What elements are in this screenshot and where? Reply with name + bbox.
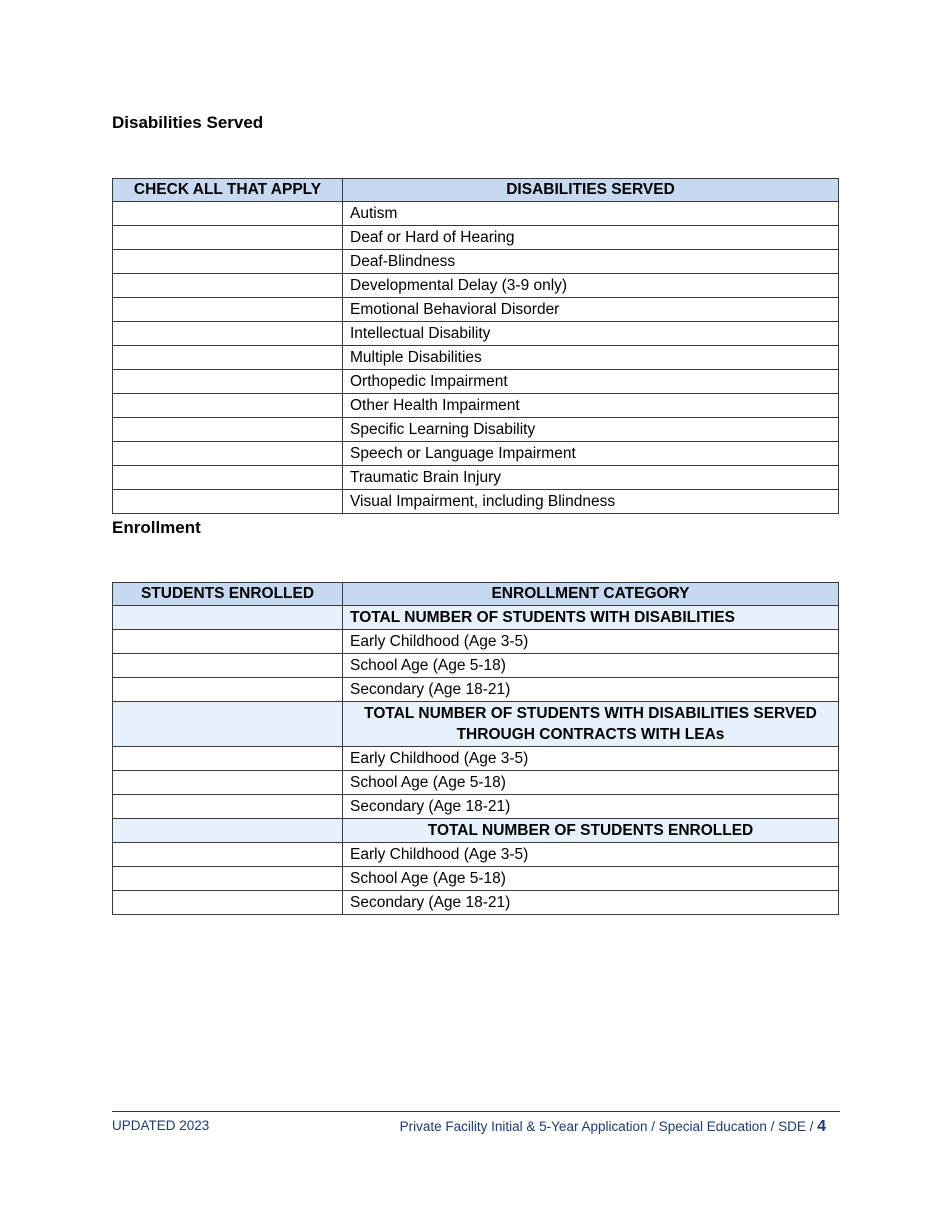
table-row: [113, 322, 839, 346]
table-row: [113, 250, 839, 274]
enrollment-category-label: Secondary (Age 18-21): [343, 795, 839, 819]
enrollment-category-label: School Age (Age 5-18): [343, 654, 839, 678]
enrollment-category-label: Secondary (Age 18-21): [343, 678, 839, 702]
students-enrolled-cell[interactable]: [113, 819, 343, 843]
footer-updated-text: UPDATED 2023: [112, 1118, 210, 1133]
table-row: [113, 747, 839, 771]
total-row: [113, 702, 839, 747]
enrollment-category-label: Early Childhood (Age 3-5): [343, 843, 839, 867]
enrollment-section-title: Enrollment: [112, 518, 201, 537]
check-cell[interactable]: [113, 250, 343, 274]
disability-label: Speech or Language Impairment: [343, 442, 839, 466]
table-header-row: [113, 179, 839, 202]
disability-label: Autism: [343, 202, 839, 226]
disability-label: Traumatic Brain Injury: [343, 466, 839, 490]
disability-label: Intellectual Disability: [343, 322, 839, 346]
check-cell[interactable]: [113, 490, 343, 514]
table-row: [113, 891, 839, 915]
students-enrolled-cell[interactable]: [113, 747, 343, 771]
check-cell[interactable]: [113, 202, 343, 226]
table-row: [113, 678, 839, 702]
enrollment-category-label: School Age (Age 5-18): [343, 771, 839, 795]
check-cell[interactable]: [113, 466, 343, 490]
disability-label: Visual Impairment, including Blindness: [343, 490, 839, 514]
enrollment-table: [112, 582, 839, 915]
check-all-header: CHECK ALL THAT APPLY: [113, 179, 343, 202]
table-row: [113, 274, 839, 298]
students-enrolled-cell[interactable]: [113, 654, 343, 678]
total-row: [113, 606, 839, 630]
total-row: [113, 819, 839, 843]
check-cell[interactable]: [113, 274, 343, 298]
enrollment-total-label: TOTAL NUMBER OF STUDENTS WITH DISABILITIES SERVED THROUGH CONTRACTS WITH LEAs: [343, 702, 839, 747]
enrollment-category-label: Secondary (Age 18-21): [343, 891, 839, 915]
check-cell[interactable]: [113, 442, 343, 466]
students-enrolled-cell[interactable]: [113, 702, 343, 747]
disability-label: Emotional Behavioral Disorder: [343, 298, 839, 322]
disability-label: Deaf or Hard of Hearing: [343, 226, 839, 250]
table-row: [113, 630, 839, 654]
enrollment-category-header: ENROLLMENT CATEGORY: [343, 583, 839, 606]
enrollment-total-label: TOTAL NUMBER OF STUDENTS WITH DISABILITIES: [343, 606, 839, 630]
enrollment-category-label: Early Childhood (Age 3-5): [343, 630, 839, 654]
footer-document-title: Private Facility Initial & 5-Year Application / Special Education / SDE /: [399, 1119, 818, 1134]
table-row: [113, 466, 839, 490]
students-enrolled-header: STUDENTS ENROLLED: [113, 583, 343, 606]
table-row: [113, 370, 839, 394]
students-enrolled-cell[interactable]: [113, 891, 343, 915]
check-cell[interactable]: [113, 226, 343, 250]
students-enrolled-cell[interactable]: [113, 678, 343, 702]
disability-label: Other Health Impairment: [343, 394, 839, 418]
students-enrolled-cell[interactable]: [113, 867, 343, 891]
page-number: 4: [817, 1118, 826, 1135]
check-cell[interactable]: [113, 418, 343, 442]
students-enrolled-cell[interactable]: [113, 606, 343, 630]
enrollment-category-label: School Age (Age 5-18): [343, 867, 839, 891]
disability-label: Deaf-Blindness: [343, 250, 839, 274]
disabilities-table: [112, 178, 839, 514]
check-cell[interactable]: [113, 322, 343, 346]
enrollment-total-label: TOTAL NUMBER OF STUDENTS ENROLLED: [343, 819, 839, 843]
check-cell[interactable]: [113, 298, 343, 322]
footer-divider: [112, 1111, 840, 1112]
disability-label: Developmental Delay (3-9 only): [343, 274, 839, 298]
check-cell[interactable]: [113, 346, 343, 370]
enrollment-category-label: Early Childhood (Age 3-5): [343, 747, 839, 771]
table-row: [113, 795, 839, 819]
table-row: [113, 843, 839, 867]
disability-label: Specific Learning Disability: [343, 418, 839, 442]
table-row: [113, 346, 839, 370]
students-enrolled-cell[interactable]: [113, 771, 343, 795]
table-row: [113, 654, 839, 678]
table-header-row: [113, 583, 839, 606]
table-row: [113, 418, 839, 442]
table-row: [113, 867, 839, 891]
footer-document-info: [400, 1118, 826, 1136]
students-enrolled-cell[interactable]: [113, 795, 343, 819]
disabilities-served-header: DISABILITIES SERVED: [343, 179, 839, 202]
table-row: [113, 298, 839, 322]
disabilities-section-title: Disabilities Served: [112, 113, 264, 132]
check-cell[interactable]: [113, 394, 343, 418]
check-cell[interactable]: [113, 370, 343, 394]
table-row: [113, 771, 839, 795]
table-row: [113, 202, 839, 226]
table-row: [113, 394, 839, 418]
disability-label: Orthopedic Impairment: [343, 370, 839, 394]
table-row: [113, 442, 839, 466]
table-row: [113, 226, 839, 250]
disability-label: Multiple Disabilities: [343, 346, 839, 370]
students-enrolled-cell[interactable]: [113, 843, 343, 867]
students-enrolled-cell[interactable]: [113, 630, 343, 654]
table-row: [113, 490, 839, 514]
